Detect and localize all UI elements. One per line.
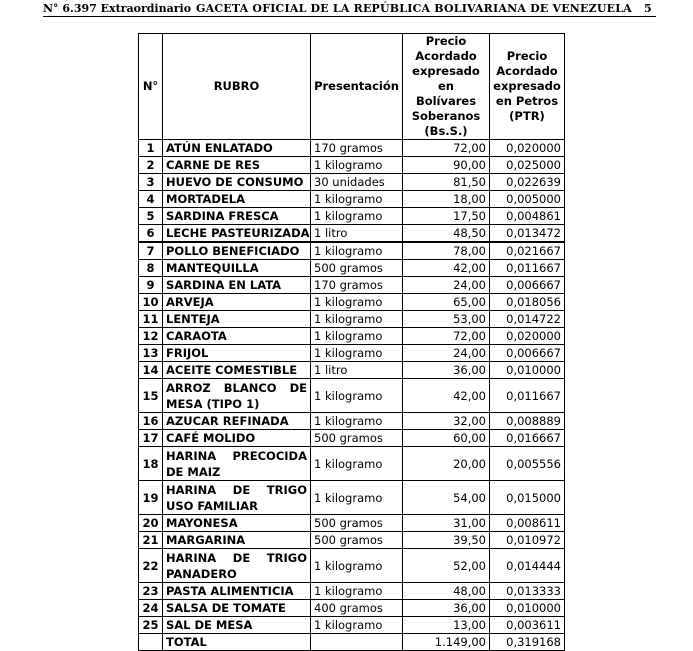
row-number: 15 [139,379,163,413]
row-rubro: HUEVO DE CONSUMO [163,174,311,191]
row-number: 20 [139,515,163,532]
row-number: 13 [139,345,163,362]
row-presentacion: 500 gramos [311,515,403,532]
row-rubro: MARGARINA [163,532,311,549]
row-number: 10 [139,294,163,311]
table-row [139,617,565,634]
table-row [139,379,565,413]
row-presentacion: 1 kilogramo [311,379,403,413]
row-presentacion: 1 litro [311,362,403,379]
row-precio-ptr: 0,013472 [490,225,565,243]
row-rubro: AZUCAR REFINADA [163,413,311,430]
row-precio-ptr: 0,022639 [490,174,565,191]
table-row [139,260,565,277]
row-number: 7 [139,242,163,260]
row-number: 2 [139,157,163,174]
row-presentacion: 1 kilogramo [311,549,403,583]
col-header-num: N° [139,34,163,140]
row-number: 21 [139,532,163,549]
price-table [138,33,565,651]
row-precio-ptr: 0,006667 [490,345,565,362]
table-row [139,481,565,515]
table-total-row [139,634,565,651]
row-presentacion: 1 kilogramo [311,583,403,600]
col-header-precio-bs: Precio Acordado expresado en Bolívares Soberanos (Bs.S.) [403,34,490,140]
total-precio-ptr: 0,319168 [490,634,565,651]
row-precio-ptr: 0,011667 [490,260,565,277]
row-rubro: ATÚN ENLATADO [163,140,311,157]
row-rubro: PASTA ALIMENTICIA [163,583,311,600]
row-precio-bs: 20,00 [403,447,490,481]
row-presentacion: 500 gramos [311,430,403,447]
row-precio-ptr: 0,008889 [490,413,565,430]
row-number: 1 [139,140,163,157]
row-number: 25 [139,617,163,634]
table-row [139,174,565,191]
table-row [139,328,565,345]
row-rubro: CARNE DE RES [163,157,311,174]
row-precio-bs: 36,00 [403,362,490,379]
row-number: 8 [139,260,163,277]
row-precio-bs: 60,00 [403,430,490,447]
row-precio-bs: 42,00 [403,379,490,413]
row-rubro: CARAOTA [163,328,311,345]
table-row [139,549,565,583]
row-number: 6 [139,225,163,243]
row-number: 24 [139,600,163,617]
table-row [139,140,565,157]
table-row [139,311,565,328]
table-row [139,447,565,481]
row-rubro: SAL DE MESA [163,617,311,634]
row-presentacion: 500 gramos [311,260,403,277]
row-presentacion: 30 unidades [311,174,403,191]
row-number: 5 [139,208,163,225]
table-row [139,532,565,549]
row-precio-bs: 36,00 [403,600,490,617]
row-presentacion: 1 kilogramo [311,191,403,208]
row-rubro: FRIJOL [163,345,311,362]
table-row [139,225,565,243]
table-row [139,208,565,225]
row-presentacion: 1 kilogramo [311,345,403,362]
row-rubro: HARINA DE TRIGO PANADERO [163,549,311,583]
col-header-precio-ptr: Precio Acordado expresado en Petros (PTR) [490,34,565,140]
row-number: 23 [139,583,163,600]
col-header-presentacion: Presentación [311,34,403,140]
row-precio-ptr: 0,010000 [490,362,565,379]
row-precio-bs: 13,00 [403,617,490,634]
row-number: 19 [139,481,163,515]
table-body [139,140,565,651]
row-number: 9 [139,277,163,294]
row-rubro: CAFÉ MOLIDO [163,430,311,447]
row-presentacion: 1 kilogramo [311,208,403,225]
row-presentacion: 1 kilogramo [311,294,403,311]
table-header-row [139,34,565,140]
row-precio-ptr: 0,003611 [490,617,565,634]
row-rubro: HARINA PRECOCIDA DE MAIZ [163,447,311,481]
row-precio-ptr: 0,020000 [490,328,565,345]
row-rubro: SARDINA FRESCA [163,208,311,225]
row-rubro: SARDINA EN LATA [163,277,311,294]
row-presentacion: 1 kilogramo [311,617,403,634]
table-row [139,242,565,260]
row-precio-bs: 18,00 [403,191,490,208]
row-rubro: MAYONESA [163,515,311,532]
col-header-rubro: RUBRO [163,34,311,140]
table-row [139,600,565,617]
table-row [139,583,565,600]
row-number: 3 [139,174,163,191]
row-precio-bs: 78,00 [403,242,490,260]
row-precio-ptr: 0,020000 [490,140,565,157]
table-row [139,157,565,174]
row-presentacion: 170 gramos [311,140,403,157]
row-rubro: POLLO BENEFICIADO [163,242,311,260]
row-precio-ptr: 0,025000 [490,157,565,174]
row-precio-bs: 48,50 [403,225,490,243]
table-row [139,294,565,311]
row-number: 18 [139,447,163,481]
row-number: 17 [139,430,163,447]
row-precio-bs: 72,00 [403,140,490,157]
row-number: 16 [139,413,163,430]
issue-number: N° 6.397 Extraordinario [43,2,192,15]
row-number: 4 [139,191,163,208]
row-precio-bs: 17,50 [403,208,490,225]
row-presentacion: 1 kilogramo [311,328,403,345]
table-row [139,345,565,362]
row-rubro: LECHE PASTEURIZADA [163,225,311,243]
table-row [139,277,565,294]
row-precio-ptr: 0,013333 [490,583,565,600]
gazette-title: GACETA OFICIAL DE LA REPÚBLICA BOLIVARIANA DE VENEZUELA [196,2,632,15]
row-presentacion: 1 kilogramo [311,447,403,481]
row-precio-bs: 31,00 [403,515,490,532]
row-number: 11 [139,311,163,328]
row-presentacion: 1 kilogramo [311,311,403,328]
row-precio-bs: 32,00 [403,413,490,430]
row-rubro: MANTEQUILLA [163,260,311,277]
row-precio-ptr: 0,014444 [490,549,565,583]
row-presentacion: 1 kilogramo [311,157,403,174]
total-num-cell [139,634,163,651]
row-precio-ptr: 0,005556 [490,447,565,481]
row-precio-bs: 24,00 [403,345,490,362]
row-presentacion: 1 kilogramo [311,481,403,515]
total-label: TOTAL [163,634,311,651]
row-number: 12 [139,328,163,345]
row-precio-ptr: 0,010972 [490,532,565,549]
table-row [139,430,565,447]
row-precio-ptr: 0,008611 [490,515,565,532]
total-precio-bs: 1.149,00 [403,634,490,651]
row-precio-ptr: 0,014722 [490,311,565,328]
row-rubro: MORTADELA [163,191,311,208]
row-precio-ptr: 0,015000 [490,481,565,515]
row-precio-bs: 54,00 [403,481,490,515]
row-precio-ptr: 0,004861 [490,208,565,225]
row-precio-ptr: 0,006667 [490,277,565,294]
row-rubro: ARROZ BLANCO DE MESA (TIPO 1) [163,379,311,413]
row-number: 14 [139,362,163,379]
total-presentacion-cell [311,634,403,651]
row-precio-bs: 24,00 [403,277,490,294]
row-presentacion: 1 litro [311,225,403,243]
table-row [139,413,565,430]
row-number: 22 [139,549,163,583]
row-precio-bs: 53,00 [403,311,490,328]
row-presentacion: 170 gramos [311,277,403,294]
row-precio-bs: 39,50 [403,532,490,549]
row-precio-ptr: 0,005000 [490,191,565,208]
row-precio-bs: 90,00 [403,157,490,174]
row-precio-ptr: 0,016667 [490,430,565,447]
row-rubro: SALSA DE TOMATE [163,600,311,617]
row-precio-bs: 42,00 [403,260,490,277]
row-precio-ptr: 0,018056 [490,294,565,311]
row-presentacion: 1 kilogramo [311,413,403,430]
table-row [139,191,565,208]
row-precio-ptr: 0,021667 [490,242,565,260]
row-precio-bs: 52,00 [403,549,490,583]
row-precio-ptr: 0,011667 [490,379,565,413]
row-precio-bs: 72,00 [403,328,490,345]
row-presentacion: 500 gramos [311,532,403,549]
header-rule [43,16,656,17]
row-rubro: ACEITE COMESTIBLE [163,362,311,379]
row-presentacion: 400 gramos [311,600,403,617]
table-row [139,362,565,379]
row-precio-bs: 48,00 [403,583,490,600]
row-precio-bs: 65,00 [403,294,490,311]
row-precio-bs: 81,50 [403,174,490,191]
gazette-header [0,0,693,18]
page-number: 5 [644,2,652,15]
row-rubro: HARINA DE TRIGO USO FAMILIAR [163,481,311,515]
row-precio-ptr: 0,010000 [490,600,565,617]
row-rubro: LENTEJA [163,311,311,328]
row-rubro: ARVEJA [163,294,311,311]
table-row [139,515,565,532]
row-presentacion: 1 kilogramo [311,242,403,260]
